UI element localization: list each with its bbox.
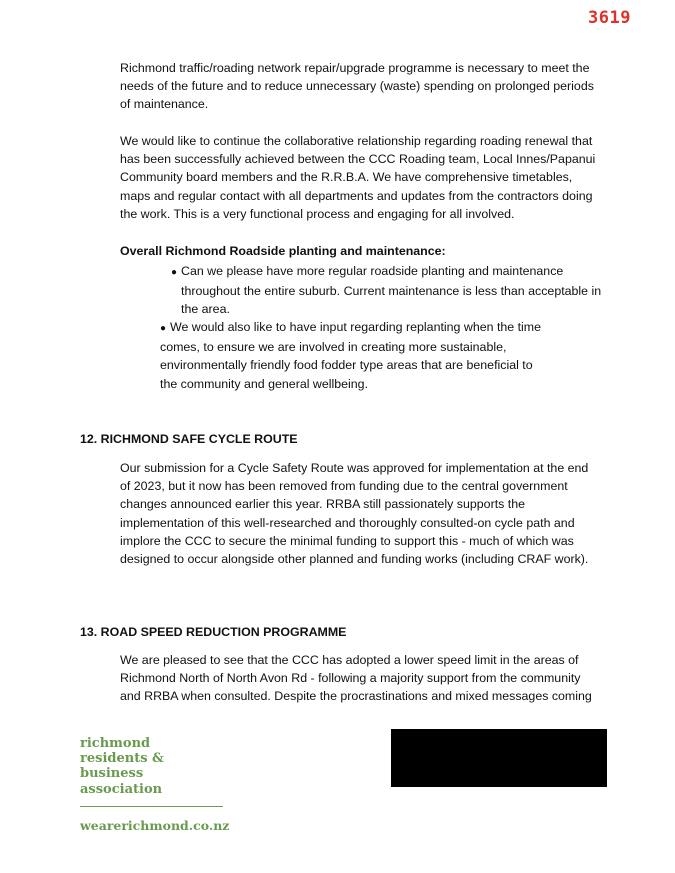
paragraph-cycle-route: Our submission for a Cycle Safety Route was approved for implementation at the end of 2023, but it now has been removed from funding due to the central government changes announced earlier this year. RRBA still passionately supports the implementation of this well-researched and thoroughly consulted-on cycle path and implore the CCC to secure the minimal funding to support this - much of which was designed to occur alongside other planned and funding works (including CRAF work).: [120, 461, 589, 567]
list-item: [160, 318, 545, 393]
planting-heading: Overall Richmond Roadside planting and maintenance:: [120, 244, 446, 258]
section-heading-speed-reduction: 13. ROAD SPEED REDUCTION PROGRAMME: [80, 625, 347, 639]
organisation-logo: [80, 736, 164, 797]
page-number: 3619: [588, 8, 631, 28]
paragraph-speed-reduction: We are pleased to see that the CCC has adopted a lower speed limit in the areas of Richmond North of North Avon Rd - following a majority support from the community and RRBA when consulted. Despite the procrastinations and mixed messages coming: [120, 653, 592, 704]
section-heading-cycle-route: 12. RICHMOND SAFE CYCLE ROUTE: [80, 432, 298, 446]
paragraph-collaboration: We would like to continue the collaborative relationship regarding roading renewal that has been successfully achieved between the CCC Roading team, Local Innes/Papanui Community board members and the R.R.B.A. We have comprehensive timetables, maps and regular contact with all departments and updates from the contractors doing the work. This is a very functional process and engaging for all involved.: [120, 134, 596, 221]
list-item: [162, 262, 619, 319]
bullet-icon: ●: [171, 267, 178, 278]
bullet-text: Can we please have more regular roadside planting and maintenance throughout the entire suburb. Current maintenance is less than acceptable in the area.: [181, 264, 602, 317]
paragraph-roading-network: Richmond traffic/roading network repair/upgrade programme is necessary to meet the needs of the future and to reduce unnecessary (waste) spending on prolonged periods of maintenance.: [120, 61, 594, 112]
logo-line: residents &: [80, 751, 164, 767]
bullet-icon: ●: [160, 323, 167, 334]
redaction-block: [391, 729, 607, 787]
logo-line: business: [80, 766, 144, 782]
logo-line: richmond: [80, 736, 151, 751]
footer-divider: [80, 806, 223, 807]
website-link[interactable]: wearerichmond.co.nz: [80, 818, 230, 833]
bullet-text: We would also like to have input regarding replanting when the time comes, to ensure we are involved in creating more sustainable, environmentally friendly food fodder type areas that are beneficial to the community and general wellbeing.: [160, 320, 542, 391]
logo-line: association: [80, 781, 163, 797]
